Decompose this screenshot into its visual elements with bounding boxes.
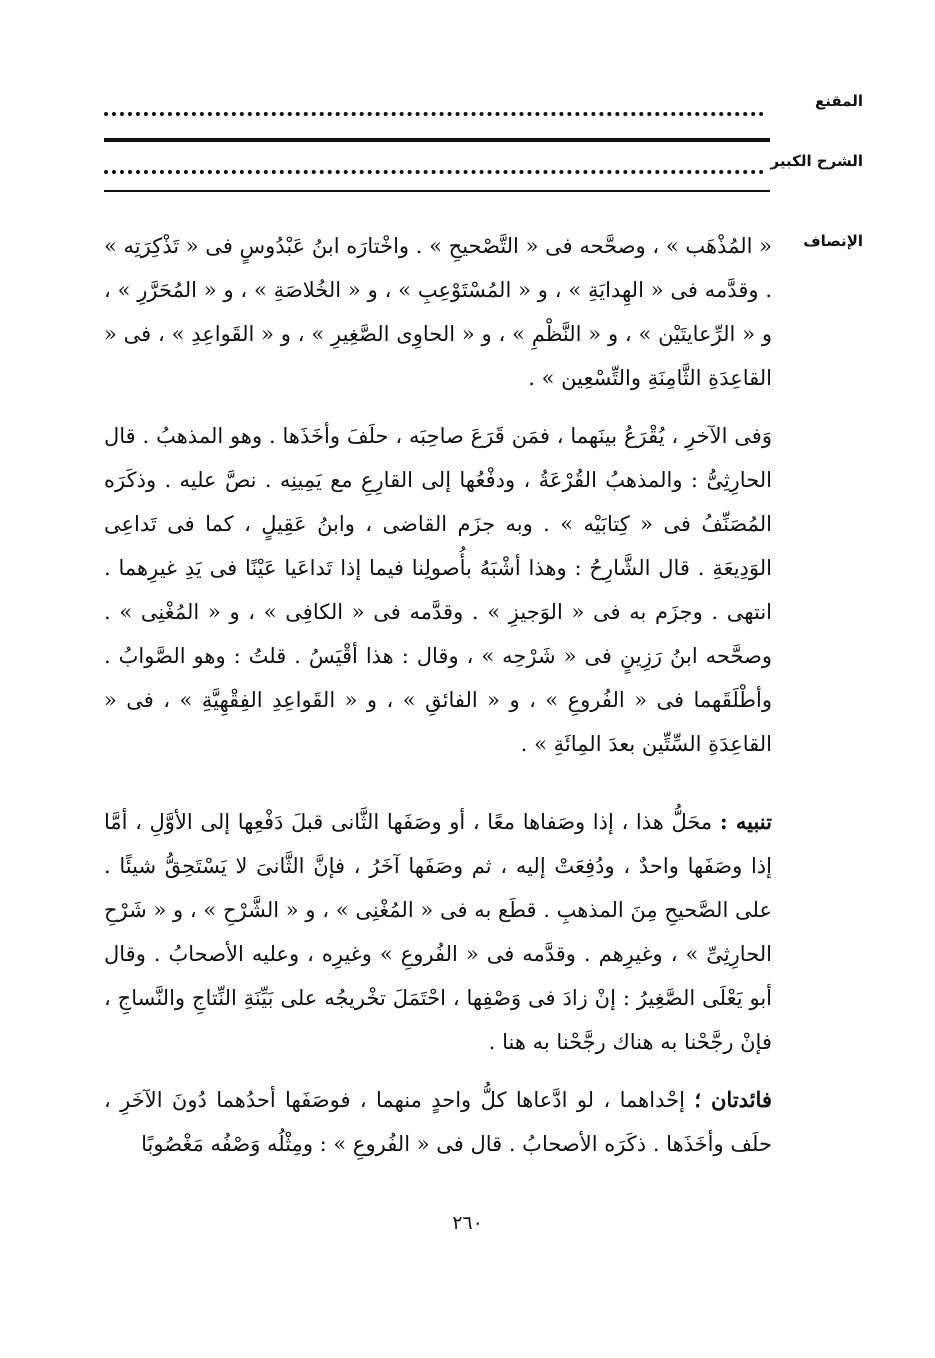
tanbih-paragraph xyxy=(104,800,772,1064)
faidatan-heading: فائدتان ؛ xyxy=(694,1087,772,1112)
section-rule-top xyxy=(104,138,770,142)
muqni-label: المقنع xyxy=(815,92,863,110)
tanbih-text: محَلُّ هذا ، إذا وصَفاها معًا ، أو وصَفَها الثَّانى قبلَ دَفْعِها إلى الأوَّلِ ، أمَّا إذا وصَفَها واحدٌ ، ودُفِعَتْ إليه ، ثم وصَفَها آخَرُ ، فإنَّ الثَّانىَ لا يَسْتَحِقُّ شيئًا . على الصَّحيحِ مِنَ المذهبِ . قطَع به فى « المُغْنِى » ، و « الشَّرْحِ » ، و « شَرْحِ الحارِثِىِّ » ، وغيرِهم . وقدَّمه فى « الفُروعِ » وغيرِه ، وعليه الأصحابُ . وقال أبو يَعْلَى الصَّغِيرُ : إنْ زادَ فى وَصْفِها ، احْتَمَلَ تخْريجُه على بَيِّنَةِ النِّتاجِ والنَّساجِ ، فإنْ رجَّحْنا به هناك رجَّحْنا به هنا . xyxy=(104,810,772,1054)
page-number: ٢٦٠ xyxy=(452,1212,483,1234)
section-rule-bottom xyxy=(104,190,770,192)
paragraph-1-text: « المُذْهَب » ، وصحَّحه فى « التَّصْحيحِ » . واخْتارَه ابنُ عَبْدُوسٍ فى « تَذْكِرَتِه » . وقدَّمه فى « الهِدايَةِ » ، و « المُسْتَوْعِبِ » ، و « الخُلاصَةِ » ، و « المُحَرَّرِ » ، و « الرِّعايتَيْن » ، و « النَّظْمِ » ، و « الحاوِى الصَّغِيرِ » ، و « القَواعِدِ » ، فى « القاعِدَةِ الثَّامِنَةِ والتِّسْعِين » . xyxy=(104,234,772,390)
insaf-paragraph-1 xyxy=(104,224,772,400)
insaf-label: الإنصاف xyxy=(803,232,863,250)
faidatan-text: إحْداهما ، لو ادَّعاها كلُّ واحدٍ منهما ، فوصَفَها أحدُهما دُونَ الآخَرِ ، حلَف وأخَذَها . ذكَرَه الأصحابُ . قال فى « الفُروعِ » : ومِثْلُه وَصْفُه مَغْصُوبًا xyxy=(104,1088,772,1156)
sharh-label: الشرح الكبير xyxy=(770,152,863,170)
insaf-paragraph-2 xyxy=(104,414,772,766)
faidatan-paragraph xyxy=(104,1078,772,1166)
muqni-dotted-line xyxy=(104,112,764,116)
tanbih-heading: تنبيه : xyxy=(719,809,772,834)
paragraph-2-text: وَفى الآخرِ ، يُقْرَعُ بينَهما ، فمَن قَرَعَ صاحِبَه ، حلَفَ وأخَذَها . وهو المذهبُ . قال الحارِثِىُّ : والمذهبُ القُرْعَةُ ، ودفْعُها إلى القارِعِ مع يَمِينِه . نصَّ عليه . وذكَرَه المُصَنِّفُ فى « كِتابَيْه » . وبه جزَم القاضى ، وابنُ عَقِيلٍ ، كما فى تَداعِى الوَدِيعَةِ . قال الشَّارِحُ : وهذا أشْبَهُ بأُصولِنا فيما إذا تَداعَيا عَيْنًا فى يَدِ غيرِهما . انتهى . وجزَم به فى « الوَجيزِ » . وقدَّمه فى « الكافِى » ، و « المُغْنِى » . وصحَّحه ابنُ رَزِينٍ فى « شَرْحِه » ، وقال : هذا أقْيَسُ . قلتُ : وهو الصَّوابُ . وأطْلَقَهما فى « الفُروعِ » ، و « الفائقِ » ، و « القَواعِدِ الفِقْهِيَّةِ » ، فى « القاعِدَةِ السِّتِّين بعدَ المِائَةِ » . xyxy=(104,424,772,756)
sharh-dotted-line xyxy=(104,170,764,174)
